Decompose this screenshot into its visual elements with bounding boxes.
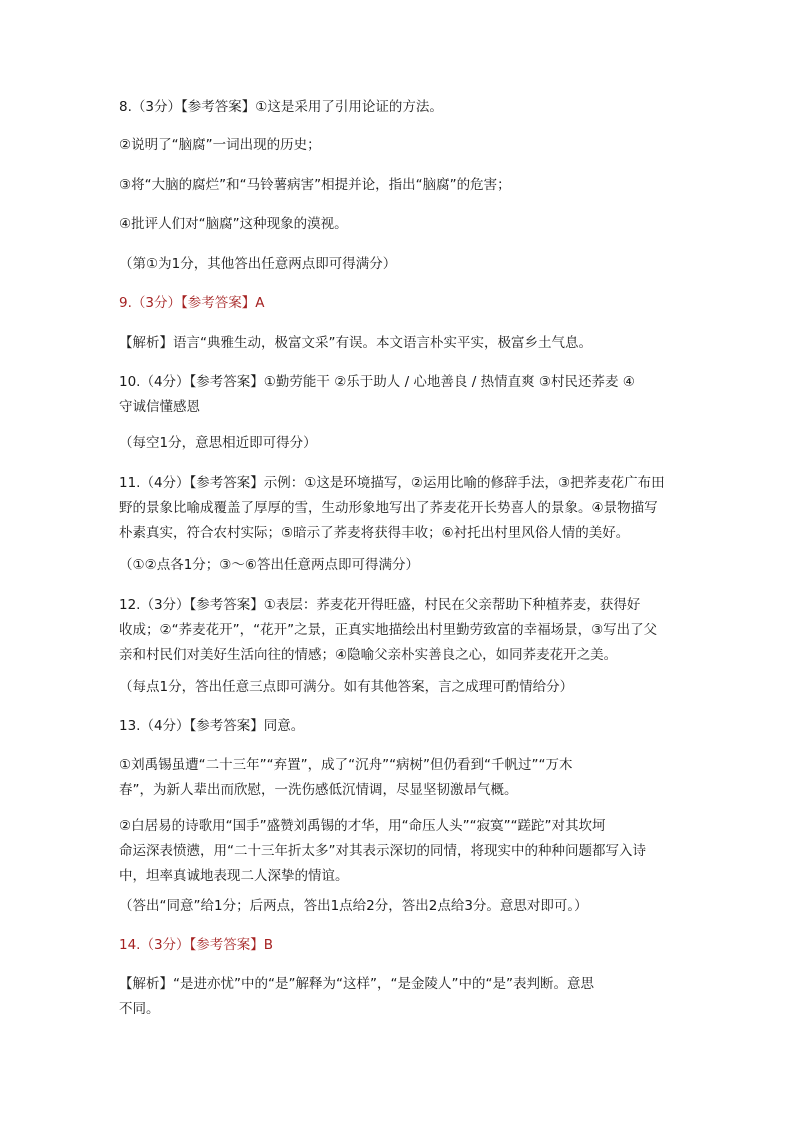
q13-point-2 (119, 814, 679, 889)
q12-answer (119, 593, 679, 668)
q13-point-1 (119, 753, 679, 803)
q13-point-2-line-2: 命运深表愤懑，用“二十三年折太多”对其表示深切的同情，将现实中的种种问题都写入诗 (119, 843, 646, 859)
q10-answer (119, 370, 679, 420)
q10-answer-line-2: 守诚信懂感恩 (119, 399, 200, 415)
q8-point-4: ④批评人们对“脑腐”这种现象的漠视。 (119, 216, 348, 232)
q11-answer-line-1: 11.（4分）【参考答案】示例：①这是环境描写，②运用比喻的修辞手法，③把荞麦花广布田 (119, 475, 665, 491)
q8-point-2: ②说明了“脑腐”一词出现的历史； (119, 137, 321, 153)
q11-answer-line-2: 野的景象比喻成覆盖了厚厚的雪，生动形象地写出了荞麦花开长势喜人的景象。④景物描写 (119, 500, 658, 516)
q8-scoring-note: （第①为1分，其他答出任意两点即可得满分） (119, 256, 397, 272)
q14-analysis-line-1: 【解析】“是进亦忧”中的“是”解释为“这样”，“是金陵人”中的“是”表判断。意思 (119, 976, 594, 992)
q10-answer-line-1: 10.（4分）【参考答案】①勤劳能干 ②乐于助人 / 心地善良 / 热情直爽 ③村民还荞麦 ④ (119, 374, 635, 390)
q10-scoring-note: （每空1分，意思相近即可得分） (119, 435, 317, 451)
q13-scoring-note: （答出“同意”给1分；后两点，答出1点给2分，答出2点给3分。意思对即可。） (119, 898, 588, 914)
q14-answer: 14.（3分）【参考答案】B (119, 937, 274, 953)
q13-point-2-line-1: ②白居易的诗歌用“国手”盛赞刘禹锡的才华，用“命压人头”“寂寞”“蹉跎”对其坎坷 (119, 818, 606, 834)
q11-answer (119, 471, 679, 546)
q8-answer: 8.（3分）【参考答案】①这是采用了引用论证的方法。 (119, 99, 443, 115)
q12-answer-line-1: 12.（3分）【参考答案】①表层：荞麦花开得旺盛，村民在父亲帮助下种植荞麦，获得好 (119, 597, 641, 613)
q12-answer-line-3: 亲和村民们对美好生活向往的情感；④隐喻父亲朴实善良之心，如同荞麦花开之美。 (119, 647, 618, 663)
q8-point-3: ③将“大脑的腐烂”和“马铃薯病害”相提并论，指出“脑腐”的危害； (119, 177, 511, 193)
q9-analysis: 【解析】语言“典雅生动，极富文采”有误。本文语言朴实平实，极富乡土气息。 (119, 335, 592, 351)
q12-scoring-note: （每点1分，答出任意三点即可满分。如有其他答案，言之成理可酌情给分） (119, 679, 574, 695)
q11-scoring-note: （①②点各1分；③～⑥答出任意两点即可得满分） (119, 557, 419, 573)
q14-analysis (119, 972, 679, 1022)
q13-point-1-line-1: ①刘禹锡虽遭“二十三年”“弃置”，成了“沉舟”“病树”但仍看到“千帆过”“万木 (119, 757, 573, 773)
q11-answer-line-3: 朴素真实，符合农村实际；⑤暗示了荞麦将获得丰收；⑥衬托出村里风俗人情的美好。 (119, 525, 630, 541)
q12-answer-line-2: 收成；②“荞麦花开”，“花开”之景，正真实地描绘出村里勤劳致富的幸福场景，③写出了父 (119, 622, 658, 638)
q13-answer: 13.（4分）【参考答案】同意。 (119, 718, 305, 734)
q13-point-2-line-3: 中，坦率真诚地表现二人深挚的情谊。 (119, 868, 349, 884)
q9-answer: 9.（3分）【参考答案】A (119, 295, 265, 311)
q13-point-1-line-2: 春”，为新人辈出而欣慰，一洗伤感低沉情调，尽显坚韧激昂气概。 (119, 782, 518, 798)
q14-analysis-line-2: 不同。 (119, 1001, 160, 1017)
